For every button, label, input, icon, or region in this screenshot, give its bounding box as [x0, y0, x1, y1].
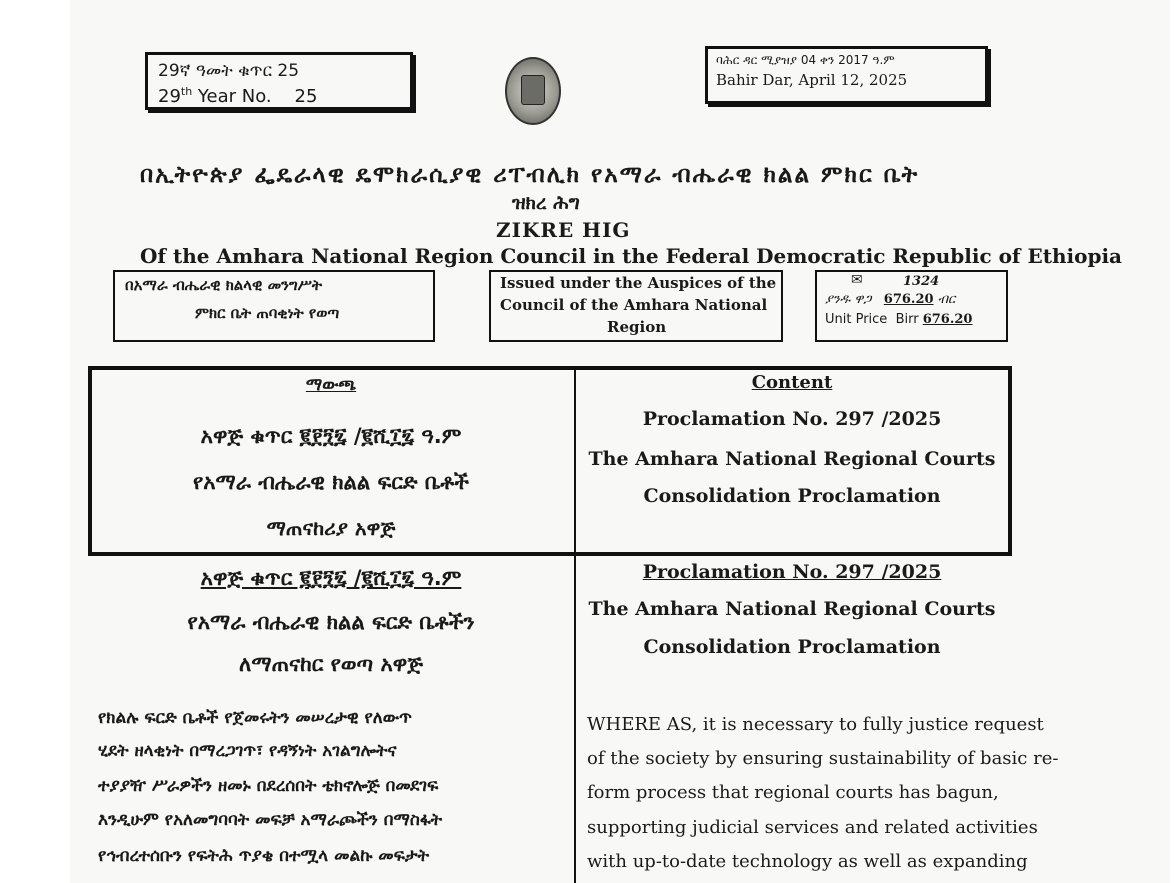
body-english-line: with up-to-date technology as well as expanding [587, 851, 1028, 872]
contents-english-line2: The Amhara National Regional Courts [588, 448, 996, 470]
price-amharic [825, 292, 955, 307]
title-english: Of the Amhara National Region Council in the Federal Democratic Republic of Ethiopia [140, 244, 1123, 268]
body-amharic-line: ሂደት ዘላቂነት በማረጋገጥ፣ የዳኝነት አገልግሎትና [98, 741, 397, 761]
proclamation-english-number: Proclamation No. 297 /2025 [642, 561, 942, 583]
regional-seal-icon [505, 57, 561, 125]
contents-english-line1: Proclamation No. 297 /2025 [642, 408, 942, 430]
auspices-amharic-line1: በአማራ ብሔራዊ ክልላዊ መንግሥት [125, 276, 323, 294]
price-amharic-value: 676.20 [883, 292, 934, 307]
auspices-english-line1: Issued under the Auspices of the [500, 274, 777, 292]
body-amharic-line: ተያያዥ ሥራዎችን ዘመኑ በደረሰበት ቴክኖሎጅ በመደገፍ [98, 776, 439, 796]
auspices-amharic-line2: ምክር ቤት ጠባቂነት የወጣ [195, 304, 340, 322]
contents-amharic-line3: ማጠናከሪያ አዋጅ [266, 516, 396, 540]
contents-amharic-line1: አዋጅ ቁጥር ፪፻፺፯ /፪ሺ፲፯ ዓ.ም [200, 424, 462, 448]
contents-bottom-rule [88, 553, 1012, 556]
contents-amharic-line2: የአማራ ብሔራዊ ክልል ፍርድ ቤቶች [193, 470, 469, 494]
proclamation-amharic-number: አዋጅ ቁጥር ፪፻፺፯ /፪ሺ፲፯ ዓ.ም [200, 566, 462, 590]
issue-number-amharic: 29ኛ ዓመት ቁጥር 25 [158, 61, 300, 81]
price-amharic-unit: ብር [937, 292, 956, 307]
auspices-english-line2: Council of the Amhara National [500, 296, 768, 314]
auspices-amharic-box [113, 270, 435, 342]
body-amharic-line: የክልሉ ፍርድ ቤቶች የጀመሩትን መሠረታዊ የለውጥ [98, 708, 412, 728]
body-english-line: of the society by ensuring sustainability of basic re- [587, 748, 1059, 769]
price-english-value: 676.20 [922, 312, 973, 327]
proclamation-english-title-line1: The Amhara National Regional Courts [588, 598, 996, 620]
price-box [815, 270, 1008, 342]
po-box-number: 1324 [903, 274, 940, 289]
date-box [705, 46, 988, 104]
body-english-line: supporting judicial services and related activities [587, 817, 1038, 838]
contents-heading-english: Content [751, 372, 833, 393]
column-divider [574, 370, 576, 883]
title-amharic: በኢትዮጵያ ፌዴራላዊ ዴሞክራሲያዊ ሪፐብሊክ የአማራ ብሔራዊ ክልል ምክር ቤት [140, 162, 920, 188]
contents-heading-amharic: ማውጫ [305, 375, 357, 395]
body-amharic-line: እንዲሁም የአለመግባባት መፍቻ አማራጮችን በማስፋት [98, 810, 443, 830]
date-english: Bahir Dar, April 12, 2025 [716, 71, 908, 89]
price-english [825, 312, 972, 327]
proclamation-amharic-title-line1: የአማራ ብሔራዊ ክልል ፍርድ ቤቶችን [187, 610, 475, 634]
date-amharic: ባሕር ዳር ሚያዝያ 04 ቀን 2017 ዓ.ም [716, 53, 895, 67]
title-zikre-hig: ZIKRE HIG [496, 218, 631, 242]
proclamation-amharic-title-line2: ለማጠናከር የወጣ አዋጅ [239, 652, 423, 676]
issue-year-rest: Year No. 25 [192, 86, 318, 107]
auspices-english-line3: Region [607, 318, 667, 336]
mail-envelope-icon: ✉ [851, 272, 863, 288]
price-english-label: Unit Price Birr [825, 312, 919, 327]
contents-english-line3: Consolidation Proclamation [643, 485, 941, 507]
issue-year: 29 [158, 86, 181, 107]
issue-year-suffix: th [180, 85, 193, 98]
body-english-line: form process that regional courts has bagun, [587, 782, 999, 803]
body-english-line: WHERE AS, it is necessary to fully justice request [587, 714, 1044, 735]
auspices-english-box [489, 270, 783, 342]
issue-number-box [145, 52, 413, 110]
issue-number-english [158, 85, 317, 107]
price-amharic-label: ያንዱ ዋጋ [825, 292, 872, 307]
title-amharic-zikre: ዝክረ ሕግ [512, 192, 580, 214]
body-amharic-line: የኅብረተሰቡን የፍትሕ ጥያቄ በተሟላ መልኩ መፍታት [98, 846, 430, 866]
proclamation-english-title-line2: Consolidation Proclamation [643, 636, 941, 658]
